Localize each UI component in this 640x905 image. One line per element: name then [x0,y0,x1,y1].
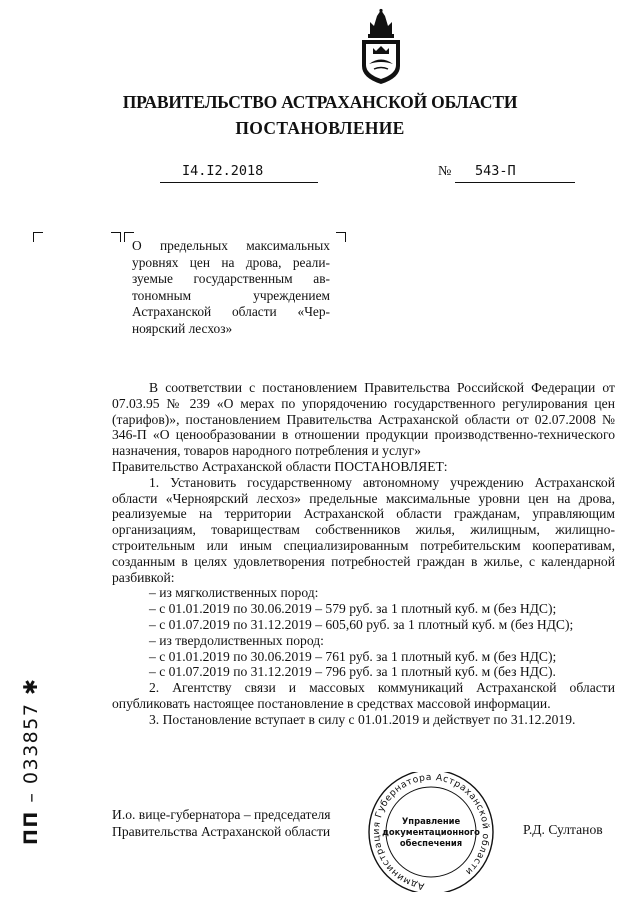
hardwood-price-1: – с 01.01.2019 по 30.06.2019 – 761 руб. за 1 плотный куб. м (без НДС); [149,648,557,664]
document-number: 543-П [455,163,575,183]
subject-line: тономным учреждением [132,287,330,303]
signatory-name: Р.Д. Султанов [523,822,603,837]
stamp-center-line: Управление [401,816,461,826]
government-title: ПРАВИТЕЛЬСТВО АСТРАХАНСКОЙ ОБЛАСТИ [122,92,518,112]
document-type: ПОСТАНОВЛЕНИЕ [235,118,405,138]
document-body [112,380,615,728]
stamp-ring-text: Администрация Губернатора Астраханской области [371,772,492,892]
stamp-center-line: обеспечения [399,838,463,848]
document-subject [132,238,330,338]
item-2-paragraph: 2. Агентству связи и массовых коммуникаций Астраханской области опубликовать настоящее постановление в средствах массовой информации. [112,680,615,711]
serial-series: ПП [20,810,42,845]
coat-of-arms-icon [352,8,410,86]
hardwood-price-2: – с 01.07.2019 по 31.12.2019 – 796 руб. за 1 плотный куб. м (без НДС). [149,664,556,680]
preamble-paragraph: В соответствии с постановлением Правительства Российской Федерации от 07.03.95 № 239 «О мерах по упорядочению государственного регулирования цен (тарифов)», постановлением Правительства Астраханской области от 02.07.2008 № 346-П «О ценообразовании в отношении продукции производственно-технического назначения, товаров народного потребления и услуг» [112,380,615,459]
resolves-line: Правительство Астраханской области ПОСТАНОВЛЯЕТ: [112,458,448,474]
softwood-price-1: – с 01.01.2019 по 30.06.2019 – 579 руб. за 1 плотный куб. м (без НДС); [149,601,557,617]
subject-line: Астраханской области «Чер- [132,304,330,320]
item-3-paragraph: 3. Постановление вступает в силу с 01.01.2019 и действует по 31.12.2019. [149,711,576,727]
corner-mark-right [336,232,346,242]
official-stamp [362,772,500,892]
number-sign: № [438,164,452,179]
signatory-position [112,806,331,840]
asterisk-mark: ✱ [20,677,42,696]
item-1-paragraph: 1. Установить государственному автономному учреждению Астраханской области «Черноярский лесхоз» предельные максимальные уровни цен на дрова, реализуемые на территории Астраханской области гражданам, управляющим организациям, товариществам собственников жилья, жилищным, жилищно-строительным или иным специализированным потребительским кооперативам, созданным в целях удовлетворения потребностей граждан в жилье, с календарной разбивкой: [112,474,615,585]
subject-line: зуемые государственным ав- [132,271,330,287]
subject-line: ноярский лесхоз» [132,320,233,336]
subject-line: уровнях цен на дрова, реали- [132,254,330,270]
serial-digits: – 033857 [20,702,42,803]
serial-number [20,678,42,845]
stamp-center-line: документационного [382,827,480,837]
position-line: И.о. вице-губернатора – председателя [112,807,331,822]
corner-mark-left [33,232,43,242]
softwood-header: – из мягколиственных пород: [149,585,319,601]
softwood-price-2: – с 01.07.2019 по 31.12.2019 – 605,60 руб. за 1 плотный куб. м (без НДС); [149,616,574,632]
hardwood-header: – из твердолиственных пород: [149,632,324,648]
subject-line: О предельных максимальных [132,238,330,253]
position-line: Правительства Астраханской области [112,824,331,839]
corner-mark-mid-right [111,232,121,242]
document-date: I4.I2.2018 [160,163,318,183]
